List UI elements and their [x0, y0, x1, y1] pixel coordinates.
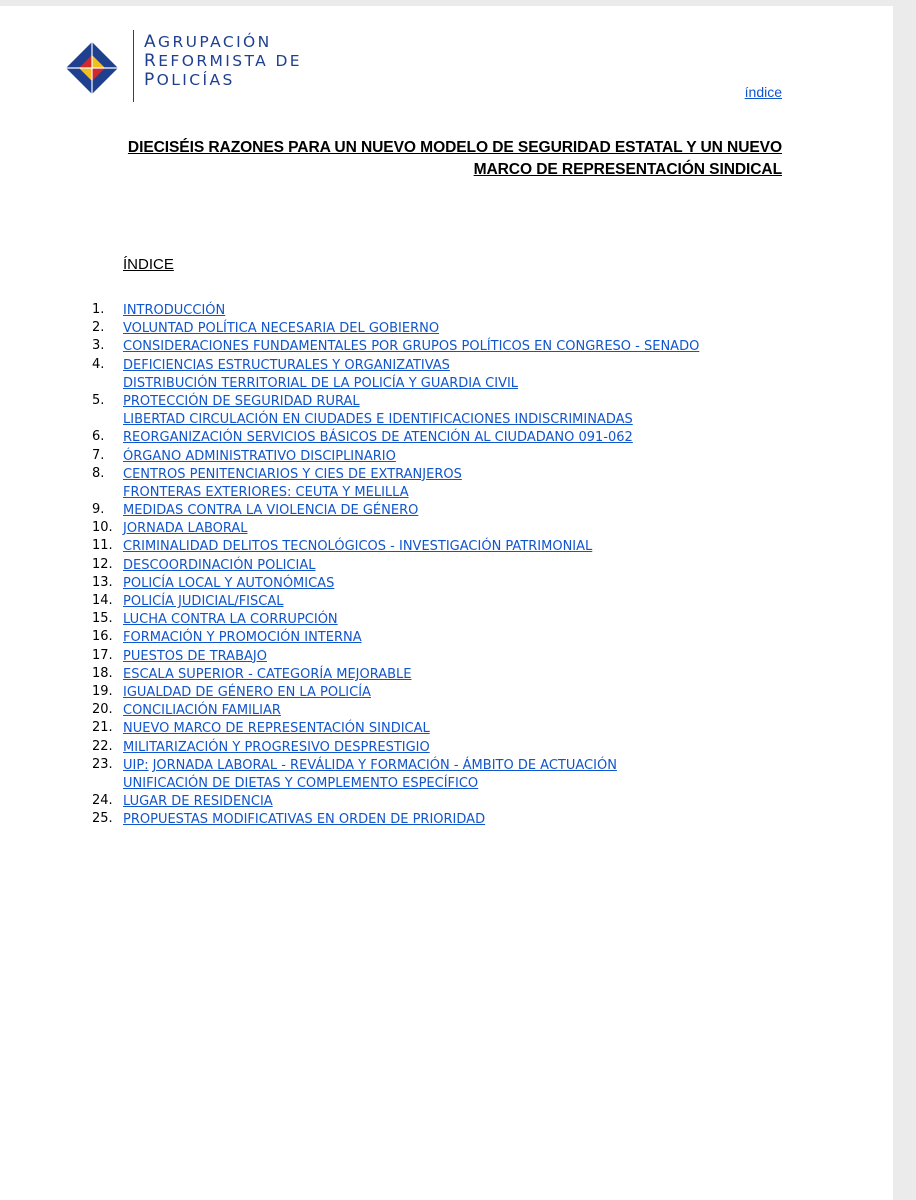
- toc-link[interactable]: IGUALDAD DE GÉNERO EN LA POLICÍA: [123, 684, 371, 700]
- toc-item-number: 24.: [92, 793, 113, 809]
- toc-item: [92, 520, 812, 538]
- toc-link-text[interactable]: JORNADA LABORAL - REVÁLIDA Y FORMACIÓN - ÁMBITO DE ACTUACIÓN: [152, 757, 617, 773]
- toc-item-links: [123, 648, 812, 666]
- document-title: [80, 137, 782, 181]
- toc-item-links: [123, 811, 812, 829]
- table-of-contents: [92, 302, 812, 829]
- toc-heading: ÍNDICE: [123, 256, 174, 273]
- toc-item: [92, 666, 812, 684]
- toc-item: [92, 538, 812, 556]
- toc-item-links: [123, 357, 812, 393]
- toc-item: [92, 357, 812, 393]
- toc-item: [92, 702, 812, 720]
- toc-link[interactable]: ÓRGANO ADMINISTRATIVO DISCIPLINARIO: [123, 448, 396, 464]
- toc-item-links: [123, 320, 812, 338]
- toc-item: [92, 611, 812, 629]
- toc-item-links: [123, 575, 812, 593]
- toc-link-prefix[interactable]: UIP:: [123, 757, 149, 773]
- title-line-2: MARCO DE REPRESENTACIÓN SINDICAL: [473, 161, 782, 178]
- toc-item-number: 9.: [92, 502, 105, 518]
- toc-item-links: [123, 593, 812, 611]
- toc-link[interactable]: INTRODUCCIÓN: [123, 303, 226, 318]
- toc-item-number: 18.: [92, 665, 113, 681]
- toc-link[interactable]: MILITARIZACIÓN Y PROGRESIVO DESPRESTIGIO: [123, 739, 430, 755]
- toc-item: [92, 593, 812, 611]
- toc-item-number: 4.: [92, 356, 105, 372]
- toc-item-number: 12.: [92, 556, 113, 572]
- toc-item-links: [123, 557, 812, 575]
- toc-item-links: [123, 466, 812, 502]
- toc-item-links: [123, 739, 812, 757]
- toc-item-number: 23.: [92, 756, 113, 772]
- toc-item-number: 21.: [92, 720, 113, 736]
- toc-item: [92, 684, 812, 702]
- toc-item-links: [123, 520, 812, 538]
- toc-item-number: 11.: [92, 538, 113, 554]
- toc-item: [92, 466, 812, 502]
- toc-item-number: 17.: [92, 647, 113, 663]
- toc-link[interactable]: NUEVO MARCO DE REPRESENTACIÓN SINDICAL: [123, 721, 430, 737]
- toc-link[interactable]: [123, 757, 812, 775]
- toc-link[interactable]: UNIFICACIÓN DE DIETAS Y COMPLEMENTO ESPECÍFICO: [123, 775, 479, 791]
- toc-link[interactable]: CRIMINALIDAD DELITOS TECNOLÓGICOS - INVESTIGACIÓN PATRIMONIAL: [123, 539, 593, 555]
- toc-link[interactable]: DISTRIBUCIÓN TERRITORIAL DE LA POLICÍA Y GUARDIA CIVIL: [123, 375, 519, 391]
- toc-item-links: [123, 793, 812, 811]
- toc-item-number: 25.: [92, 811, 113, 827]
- toc-item-links: [123, 611, 812, 629]
- toc-item-links: [123, 629, 812, 647]
- toc-link[interactable]: JORNADA LABORAL: [123, 521, 248, 537]
- logo-divider: [133, 30, 134, 102]
- toc-item-number: 20.: [92, 702, 113, 718]
- toc-item-number: 16.: [92, 629, 113, 645]
- toc-link[interactable]: CENTROS PENITENCIARIOS Y CIES DE EXTRANJEROS: [123, 466, 462, 482]
- logo-line-1: AGRUPACIÓN: [144, 32, 272, 52]
- toc-link[interactable]: POLICÍA LOCAL Y AUTONÓMICAS: [123, 575, 335, 591]
- toc-link[interactable]: DESCOORDINACIÓN POLICIAL: [123, 557, 316, 573]
- toc-link[interactable]: PROPUESTAS MODIFICATIVAS EN ORDEN DE PRIORIDAD: [123, 812, 486, 828]
- toc-item-links: [123, 684, 812, 702]
- toc-item: [92, 757, 812, 793]
- toc-link[interactable]: CONCILIACIÓN FAMILIAR: [123, 703, 281, 719]
- toc-item-number: 8.: [92, 465, 105, 481]
- toc-item-number: 1.: [92, 302, 105, 317]
- toc-item: [92, 448, 812, 466]
- toc-item-links: [123, 538, 812, 556]
- toc-link[interactable]: MEDIDAS CONTRA LA VIOLENCIA DE GÉNERO: [123, 503, 419, 519]
- toc-item: [92, 793, 812, 811]
- toc-link[interactable]: FRONTERAS EXTERIORES: CEUTA Y MELILLA: [123, 484, 409, 500]
- toc-item: [92, 320, 812, 338]
- toc-item: [92, 429, 812, 447]
- toc-link[interactable]: CONSIDERACIONES FUNDAMENTALES POR GRUPOS POLÍTICOS EN CONGRESO - SENADO: [123, 339, 700, 355]
- toc-item-links: [123, 302, 812, 320]
- logo-line-3: POLICÍAS: [144, 70, 235, 90]
- toc-link[interactable]: PUESTOS DE TRABAJO: [123, 648, 267, 664]
- toc-item-links: [123, 666, 812, 684]
- indice-link[interactable]: índice: [744, 84, 782, 100]
- logo-line-2: REFORMISTA DE: [144, 51, 303, 71]
- toc-link[interactable]: VOLUNTAD POLÍTICA NECESARIA DEL GOBIERNO: [123, 321, 440, 337]
- toc-link[interactable]: LIBERTAD CIRCULACIÓN EN CIUDADES E IDENTIFICACIONES INDISCRIMINADAS: [123, 412, 633, 428]
- toc-item-links: [123, 702, 812, 720]
- toc-item: [92, 302, 812, 320]
- toc-item: [92, 811, 812, 829]
- toc-item-links: [123, 502, 812, 520]
- toc-item-links: [123, 720, 812, 738]
- toc-item-number: 13.: [92, 574, 113, 590]
- toc-item-links: [123, 338, 812, 356]
- logo-icon: [66, 42, 118, 94]
- toc-item-number: 15.: [92, 611, 113, 627]
- title-line-1: DIECISÉIS RAZONES PARA UN NUEVO MODELO DE SEGURIDAD ESTATAL Y UN NUEVO: [127, 139, 782, 156]
- toc-item: [92, 739, 812, 757]
- toc-item-number: 22.: [92, 738, 113, 754]
- toc-link[interactable]: LUGAR DE RESIDENCIA: [123, 794, 273, 810]
- toc-link[interactable]: FORMACIÓN Y PROMOCIÓN INTERNA: [123, 630, 362, 646]
- toc-item-links: [123, 757, 812, 793]
- toc-item: [92, 338, 812, 356]
- toc-item-number: 14.: [92, 593, 113, 608]
- toc-item-number: 5.: [92, 392, 105, 408]
- toc-link[interactable]: ESCALA SUPERIOR - CATEGORÍA MEJORABLE: [123, 666, 412, 682]
- toc-item: [92, 557, 812, 575]
- toc-item: [92, 720, 812, 738]
- toc-item-links: [123, 429, 812, 447]
- toc-link[interactable]: POLICÍA JUDICIAL/FISCAL: [123, 594, 284, 609]
- logo-wordmark: [144, 33, 302, 90]
- toc-item-number: 10.: [92, 520, 113, 536]
- toc-link[interactable]: PROTECCIÓN DE SEGURIDAD RURAL: [123, 393, 360, 409]
- toc-item: [92, 648, 812, 666]
- toc-item: [92, 502, 812, 520]
- toc-item-number: 3.: [92, 338, 105, 354]
- toc-link[interactable]: DEFICIENCIAS ESTRUCTURALES Y ORGANIZATIVAS: [123, 357, 450, 373]
- toc-item-number: 2.: [92, 320, 105, 336]
- toc-item: [92, 575, 812, 593]
- toc-link[interactable]: LUCHA CONTRA LA CORRUPCIÓN: [123, 612, 338, 628]
- document-page: [0, 6, 893, 1200]
- toc-link[interactable]: REORGANIZACIÓN SERVICIOS BÁSICOS DE ATENCIÓN AL CIUDADANO 091-062: [123, 430, 633, 446]
- toc-item-number: 6.: [92, 429, 105, 445]
- toc-item: [92, 393, 812, 429]
- toc-item-number: 7.: [92, 447, 105, 463]
- toc-item-links: [123, 393, 812, 429]
- toc-item-number: 19.: [92, 683, 113, 699]
- toc-item-links: [123, 448, 812, 466]
- toc-item: [92, 629, 812, 647]
